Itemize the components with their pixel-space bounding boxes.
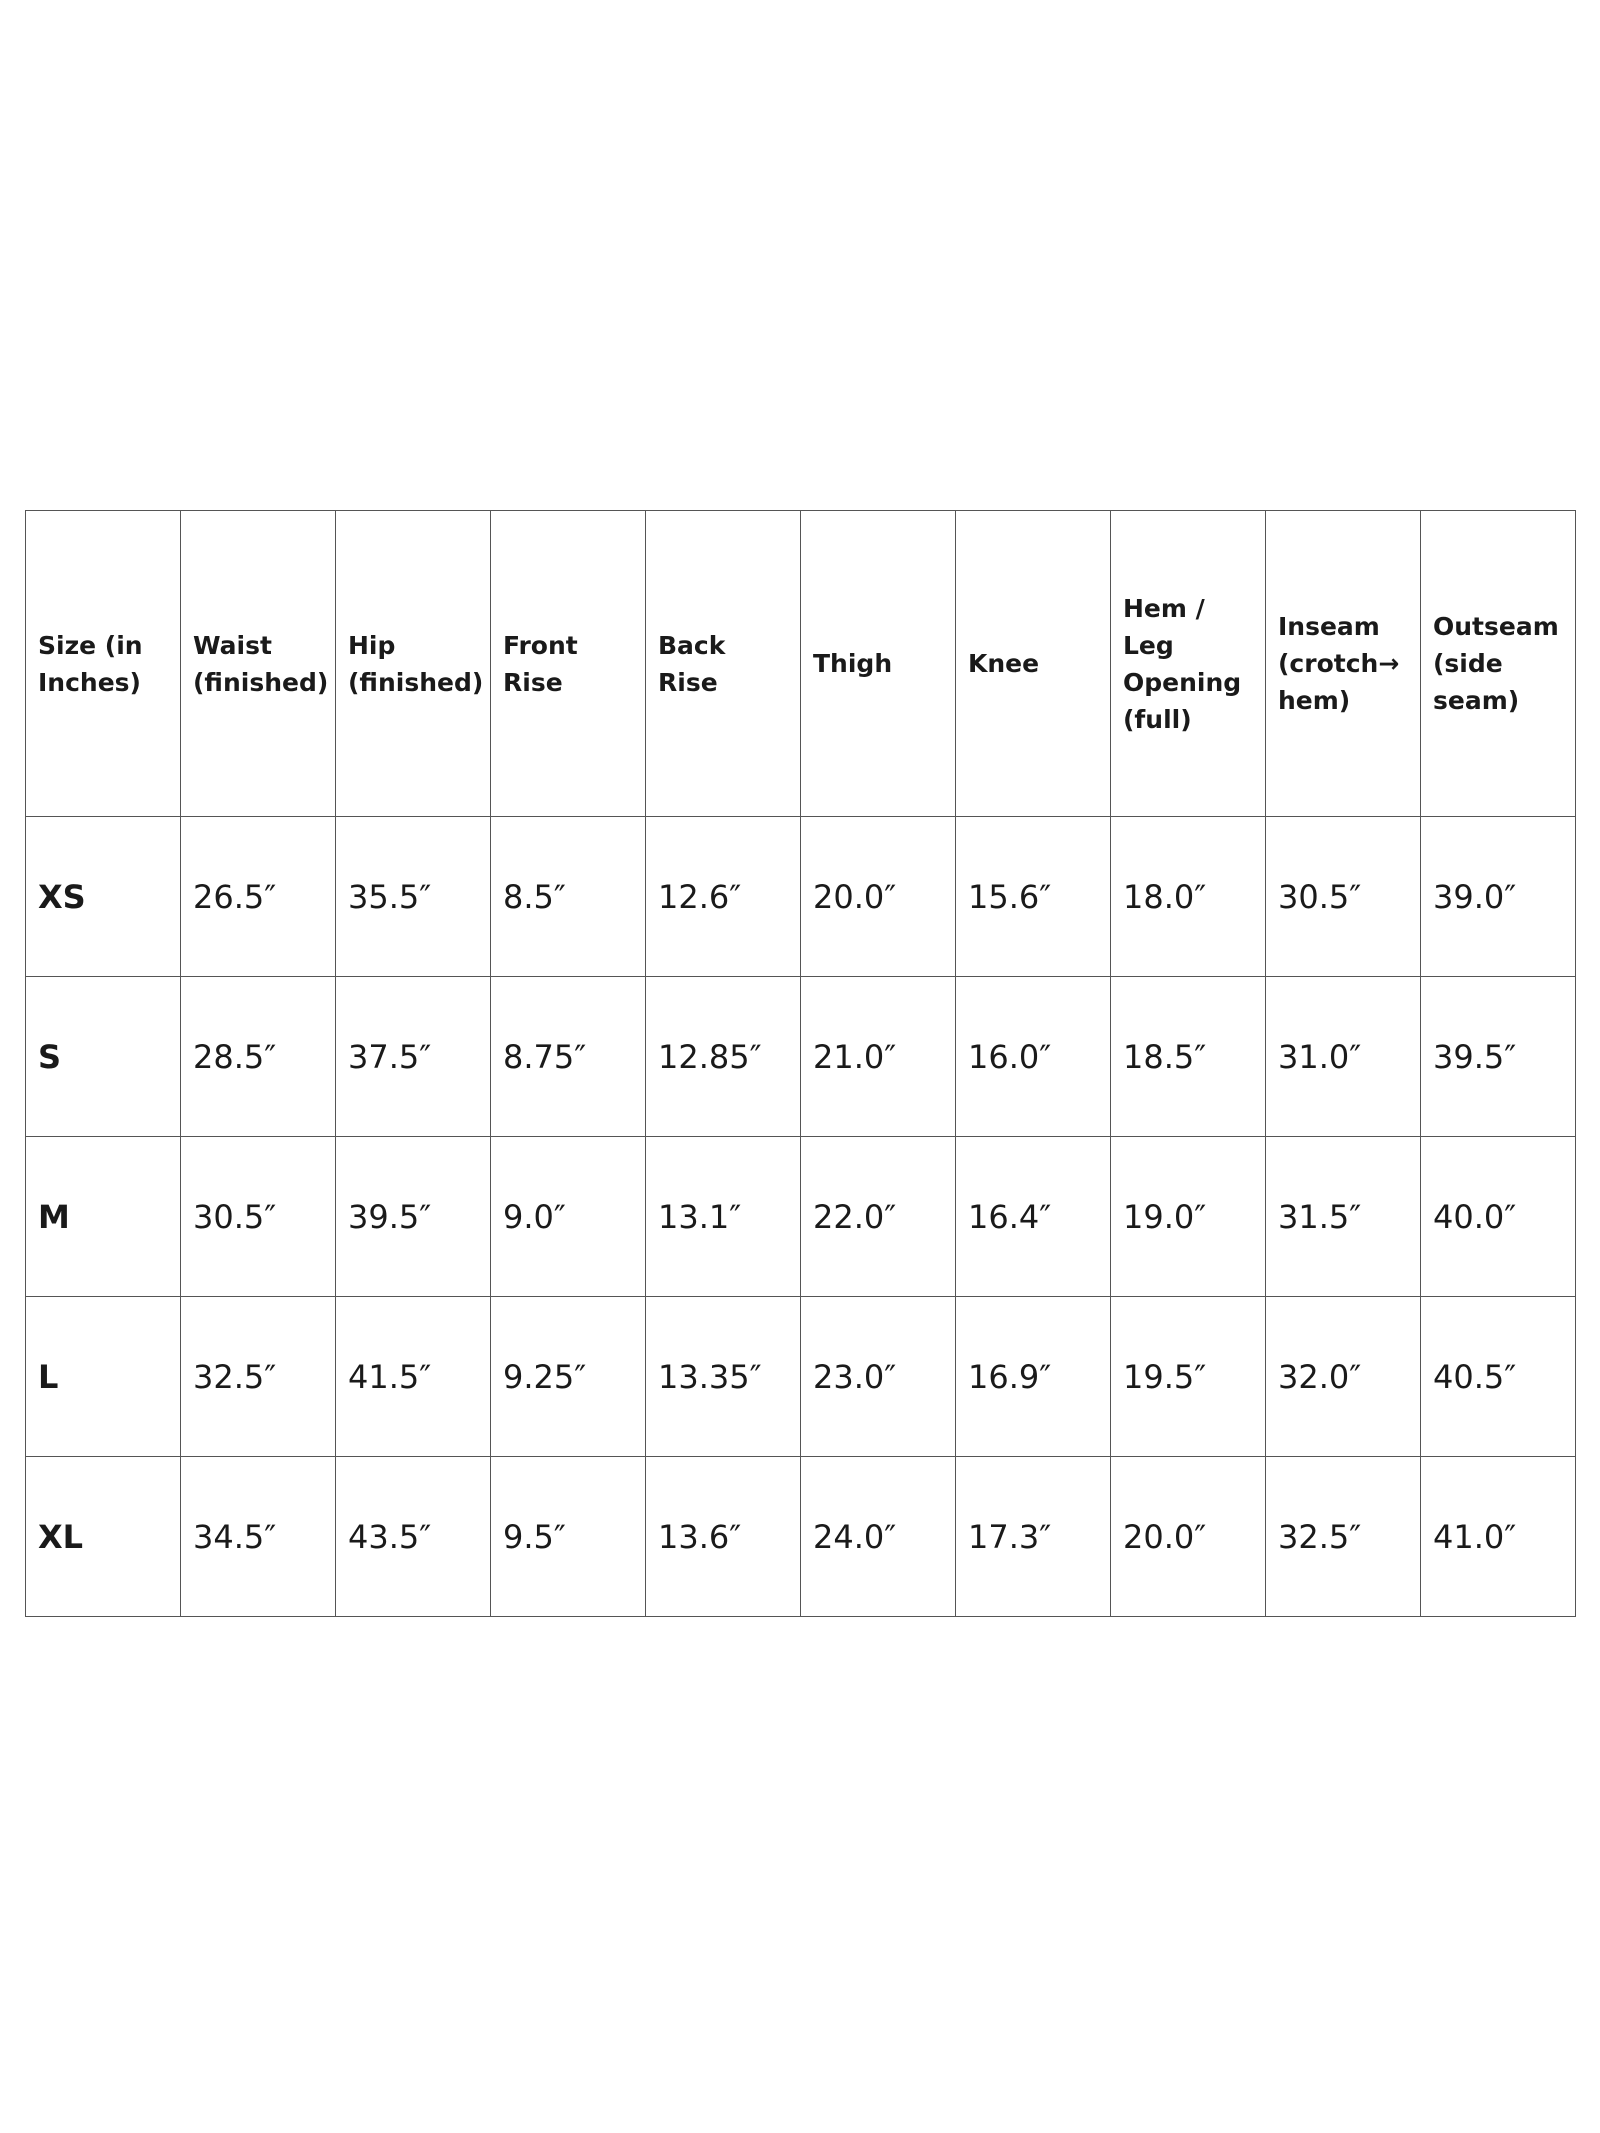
size-label: M: [26, 1137, 181, 1297]
back-rise-value: 12.6″: [646, 817, 801, 977]
outseam-value: 41.0″: [1421, 1457, 1576, 1617]
inseam-value: 31.0″: [1266, 977, 1421, 1137]
table-row: [26, 1297, 1576, 1457]
hip-value: 35.5″: [336, 817, 491, 977]
size-chart-table: [25, 510, 1576, 1617]
front-rise-value: 9.5″: [491, 1457, 646, 1617]
thigh-value: 22.0″: [801, 1137, 956, 1297]
hip-value: 41.5″: [336, 1297, 491, 1457]
back-rise-value: 13.1″: [646, 1137, 801, 1297]
waist-value: 28.5″: [181, 977, 336, 1137]
size-label: L: [26, 1297, 181, 1457]
header-inseam: Inseam (crotch→ hem): [1266, 511, 1421, 817]
table-header-row: [26, 511, 1576, 817]
size-label: S: [26, 977, 181, 1137]
outseam-value: 40.0″: [1421, 1137, 1576, 1297]
hip-value: 43.5″: [336, 1457, 491, 1617]
inseam-value: 30.5″: [1266, 817, 1421, 977]
header-hem-leg-opening: Hem / Leg Opening (full): [1111, 511, 1266, 817]
hem-value: 19.0″: [1111, 1137, 1266, 1297]
header-hip: Hip (finished): [336, 511, 491, 817]
inseam-value: 32.0″: [1266, 1297, 1421, 1457]
back-rise-value: 13.35″: [646, 1297, 801, 1457]
front-rise-value: 8.5″: [491, 817, 646, 977]
table-row: [26, 1137, 1576, 1297]
thigh-value: 23.0″: [801, 1297, 956, 1457]
table-row: [26, 1457, 1576, 1617]
header-size: Size (in Inches): [26, 511, 181, 817]
header-waist: Waist (finished): [181, 511, 336, 817]
knee-value: 16.9″: [956, 1297, 1111, 1457]
outseam-value: 39.0″: [1421, 817, 1576, 977]
outseam-value: 39.5″: [1421, 977, 1576, 1137]
table-row: [26, 817, 1576, 977]
knee-value: 16.0″: [956, 977, 1111, 1137]
knee-value: 16.4″: [956, 1137, 1111, 1297]
header-knee: Knee: [956, 511, 1111, 817]
table-row: [26, 977, 1576, 1137]
knee-value: 17.3″: [956, 1457, 1111, 1617]
size-label: XS: [26, 817, 181, 977]
hem-value: 19.5″: [1111, 1297, 1266, 1457]
front-rise-value: 9.0″: [491, 1137, 646, 1297]
front-rise-value: 8.75″: [491, 977, 646, 1137]
hip-value: 39.5″: [336, 1137, 491, 1297]
outseam-value: 40.5″: [1421, 1297, 1576, 1457]
inseam-value: 32.5″: [1266, 1457, 1421, 1617]
thigh-value: 24.0″: [801, 1457, 956, 1617]
waist-value: 30.5″: [181, 1137, 336, 1297]
thigh-value: 21.0″: [801, 977, 956, 1137]
header-front-rise: Front Rise: [491, 511, 646, 817]
size-label: XL: [26, 1457, 181, 1617]
hem-value: 20.0″: [1111, 1457, 1266, 1617]
waist-value: 34.5″: [181, 1457, 336, 1617]
header-back-rise: Back Rise: [646, 511, 801, 817]
waist-value: 26.5″: [181, 817, 336, 977]
waist-value: 32.5″: [181, 1297, 336, 1457]
hem-value: 18.5″: [1111, 977, 1266, 1137]
thigh-value: 20.0″: [801, 817, 956, 977]
back-rise-value: 13.6″: [646, 1457, 801, 1617]
inseam-value: 31.5″: [1266, 1137, 1421, 1297]
back-rise-value: 12.85″: [646, 977, 801, 1137]
knee-value: 15.6″: [956, 817, 1111, 977]
header-outseam: Outseam (side seam): [1421, 511, 1576, 817]
front-rise-value: 9.25″: [491, 1297, 646, 1457]
header-thigh: Thigh: [801, 511, 956, 817]
hem-value: 18.0″: [1111, 817, 1266, 977]
hip-value: 37.5″: [336, 977, 491, 1137]
